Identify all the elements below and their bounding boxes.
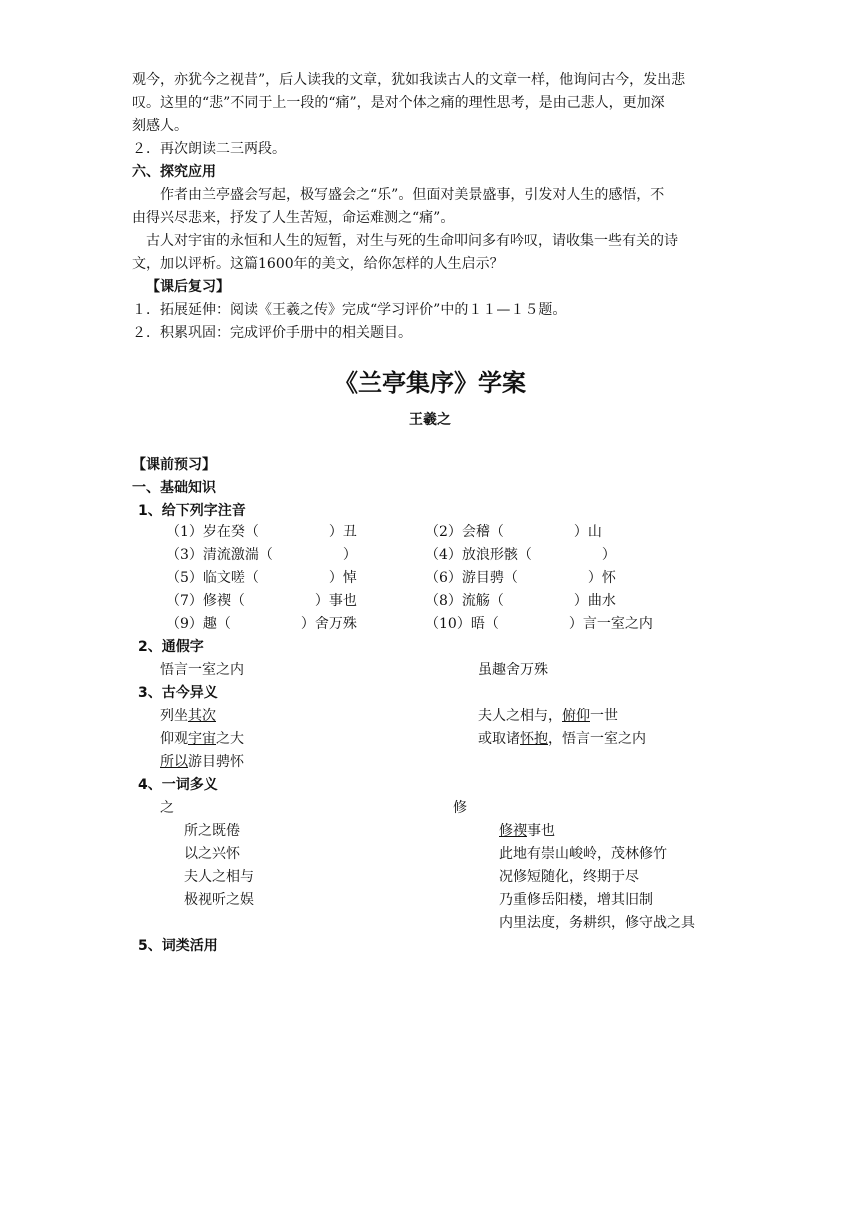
subsection-heading: 4、一词多义 [138, 777, 218, 793]
pinyin-item: （6）游目骋（ ）怀 [425, 570, 616, 586]
pinyin-item: （7）修禊（ ）事也 [166, 593, 357, 609]
list-item: ２．再次朗读二三两段。 [132, 141, 286, 157]
paragraph-line: 观今，亦犹今之视昔”，后人读我的文章，犹如我读古人的文章一样，他询问古今，发出悲 [132, 72, 686, 88]
pinyin-item: （4）放浪形骸（ ） [425, 547, 616, 563]
section-heading: 一、基础知识 [132, 480, 216, 496]
example-phrase: 夫人之相与 [184, 869, 254, 885]
example-phrase: 极视听之娱 [184, 892, 254, 908]
paragraph-line: 古人对宇宙的永恒和人生的短暂，对生与死的生命叩问多有吟叹，请收集一些有关的诗 [146, 233, 678, 249]
paragraph-line: 作者由兰亭盛会写起，极写盛会之“乐”。但面对美景盛事，引发对人生的感悟，不 [160, 187, 665, 203]
example-phrase: 悟言一室之内 [160, 662, 244, 678]
pinyin-item: （8）流觞（ ）曲水 [425, 593, 616, 609]
example-phrase: 内里法度，务耕织，修守战之具 [499, 915, 695, 931]
example-phrase: 列坐其次 [160, 708, 216, 724]
list-item: １．拓展延伸：阅读《王羲之传》完成“学习评价”中的１１—１５题。 [132, 302, 567, 318]
paragraph-line: 文，加以评析。这篇1600年的美文，给你怎样的人生启示？ [132, 256, 504, 272]
example-phrase: 修禊事也 [499, 823, 555, 839]
underlined-term: 俯仰 [562, 708, 590, 724]
document-title: 《兰亭集序》学案 [334, 369, 526, 397]
document-author: 王羲之 [409, 412, 451, 428]
paragraph-line: 刻感人。 [132, 118, 188, 134]
example-phrase: 或取诸怀抱，悟言一室之内 [478, 731, 646, 747]
paragraph-line: 叹。这里的“悲”不同于上一段的“痛”，是对个体之痛的理性思考，是由己悲人，更加深 [132, 95, 665, 111]
list-item: ２．积累巩固：完成评价手册中的相关题目。 [132, 325, 412, 341]
pinyin-item: （5）临文嗟（ ）悼 [166, 570, 357, 586]
pinyin-item: （3）清流激湍（ ） [166, 547, 357, 563]
example-phrase: 以之兴怀 [184, 846, 240, 862]
pinyin-item: （10）晤（ ）言一室之内 [425, 616, 653, 632]
example-phrase: 乃重修岳阳楼，增其旧制 [499, 892, 653, 908]
subsection-heading: 1、给下列字注音 [138, 503, 246, 519]
example-phrase: 所以游目骋怀 [160, 754, 244, 770]
example-phrase: 此地有崇山峻岭，茂林修竹 [499, 846, 667, 862]
pinyin-item: （2）会稽（ ）山 [425, 524, 602, 540]
example-phrase: 夫人之相与，俯仰一世 [478, 708, 618, 724]
example-phrase: 况修短随化，终期于尽 [499, 869, 639, 885]
example-phrase: 虽趣舍万殊 [478, 662, 548, 678]
subsection-heading: 3、古今异义 [138, 685, 218, 701]
underlined-term: 宇宙 [188, 731, 216, 747]
subsection-heading: 5、词类活用 [138, 938, 218, 954]
pinyin-item: （1）岁在癸（ ）丑 [166, 524, 357, 540]
paragraph-line: 由得兴尽悲来，抒发了人生苦短，命运难测之“痛”。 [132, 210, 455, 226]
pinyin-item: （9）趣（ ）舍万殊 [166, 616, 357, 632]
example-phrase: 所之既倦 [184, 823, 240, 839]
polysemy-word: 修 [453, 800, 467, 816]
subsection-heading: 2、通假字 [138, 639, 204, 655]
underlined-term: 怀抱 [520, 731, 548, 747]
section-heading: 【课前预习】 [132, 457, 216, 473]
underlined-term: 修禊 [499, 823, 527, 839]
underlined-term: 其次 [188, 708, 216, 724]
example-phrase: 仰观宇宙之大 [160, 731, 244, 747]
section-heading: 【课后复习】 [146, 279, 230, 295]
underlined-term: 所以 [160, 754, 188, 770]
polysemy-word: 之 [160, 800, 174, 816]
section-heading: 六、探究应用 [132, 164, 216, 180]
